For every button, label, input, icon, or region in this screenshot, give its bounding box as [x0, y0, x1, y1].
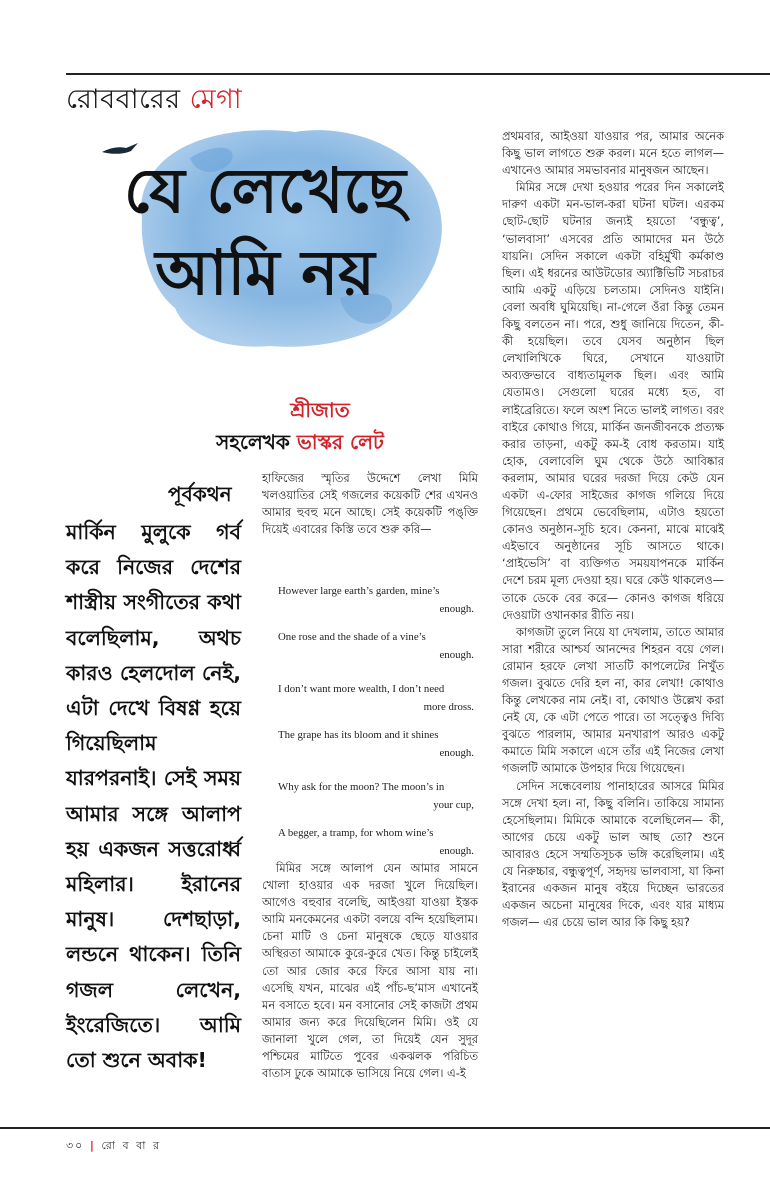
- coauthor-line: [150, 428, 450, 461]
- header-kicker: [66, 83, 242, 117]
- poem-block: [278, 582, 474, 860]
- poem-line: A begger, a tramp, for whom wine’s: [278, 827, 434, 839]
- poem-line-end: enough.: [439, 649, 474, 661]
- right-paragraph-3: কাগজটা তুলে নিয়ে যা দেখলাম, তাতে আমার সারা শরীরে আশ্চর্য আনন্দের শিহরন বয়ে গেল। রোমান হরফে লেখা সাতটি কাপলেটের নিখুঁত গজল। বুঝতে দেরি হল না, কার লেখা! কোথাও কিন্তু লেখকের নাম নেই। বা, কোথাও উল্লেখ করা নেই যে, কে এটা পেতে পারে। তা সত্ত্বেও দিব্যি বুঝতে পারলাম, আমার মনখারাপ আরও একটু কমাতে মিমি সকালে এসে তাঁর এই নিজের লেখা গজলটি আমাকে উপহার দিয়ে গিয়েছেন।: [502, 624, 724, 776]
- kicker-plain: রোববারের: [66, 84, 190, 115]
- magazine-name: রো ব বা র: [101, 1139, 162, 1152]
- middle-column: [262, 470, 478, 538]
- page-number: ৩০: [66, 1139, 85, 1152]
- article-title: [95, 150, 435, 314]
- right-column: [502, 128, 724, 931]
- top-rule: [66, 73, 770, 75]
- middle-intro: হাফিজের স্মৃতির উদ্দেশে লেখা মিমি খলওয়াতির সেই গজলের কয়েকটি শের এখনও আমার হুবহু মনে আছে। সেই কয়েকটি পঙ্‌ক্তি দিয়েই এবারের কিস্তি তবে শুরু করি—: [262, 471, 478, 537]
- poem-line: The grape has its bloom and it shines: [278, 729, 439, 741]
- middle-body: [262, 860, 478, 1082]
- coauthor-name: ভাস্কর লেট: [296, 430, 384, 454]
- coauthor-label: সহলেখক: [216, 430, 297, 454]
- poem-line-end: enough.: [439, 747, 474, 759]
- poem-line-end: enough.: [439, 845, 474, 857]
- right-paragraph-2: মিমির সঙ্গে দেখা হওয়ার পরের দিন সকালেই দারুণ একটা মন-ভাল-করা ঘটনা ঘটল। এরকম ছোট-ছোট ঘটনার জন্যই হয়তো ‘বন্ধুত্ব’, ‘ভালবাসা’ এসবের প্রতি আমাদের মন উঠে যায়নি। সেদিন সকালে একটা বহির্মুখী কর্মকাণ্ড ছিল। এই ধরনের আউটডোর অ্যাক্টিভিটি সচরাচর আমি একটু এড়িয়ে চলতাম। সেদিনও যাইনি। বেলা অবধি ঘুমিয়েছি। না-গেলে ওঁরা কিন্তু তেমন কিছু বলতেন না। পরে, শুধু জানিয়ে দিতেন, কী-কী হয়েছিল। তবে যেসব অনুষ্ঠান ছিল লেখালিখিকে ঘিরে, সেখানে যাওয়াটা অব্যক্তভাবে বাধ্যতামূলক ছিল। এবং আমি যেতামও। সেগুলো ঘরের মধ্যে হত, বা লাইব্রেরিতে। ফলে অংশ নিতে ভালই লাগত। বরং বাইরে কোথাও গিয়ে, মার্কিন জনজীবনকে প্রত্যক্ষ করার তাড়না, একটু কম-ই বোধ করতাম। যাই হোক, বেলাবেলি ঘুম থেকে উঠে আবিষ্কার করলাম, আমার ঘরের দরজা দিয়ে কেউ যেন একটা এ-ফোর সাইজের কাগজ গলিয়ে দিয়ে গিয়েছেন। প্রথমে ভেবেছিলাম, এটাও হয়তো কোনও অনুষ্ঠান-সূচি হবে। কেননা, মাঝে মাঝেই এইভাবে অনুষ্ঠানের সূচি আসতে থাকে। ‘প্রাইভেসি’ বা ব্যক্তিগত সময়যাপনকে মার্কিন দেশে চরম মূল্য দেওয়া হয়। ঘরে কেউ থাকলেও— তাকে ডেকে বের করে— কোনও কাগজ ধরিয়ে দেওয়াটা ওখানকার রীতি নয়।: [502, 180, 724, 622]
- page-footer: [66, 1137, 161, 1156]
- bottom-rule: [0, 1127, 770, 1129]
- poem-line-end: enough.: [439, 603, 474, 615]
- poem-line-end: your cup,: [433, 799, 474, 811]
- poem-line-end: more dross.: [423, 701, 474, 713]
- kicker-red: মেগা: [189, 84, 243, 115]
- middle-body-paragraph: মিমির সঙ্গে আলাপ যেন আমার সামনে খোলা হাওয়ার এক দরজা খুলে দিয়েছিল। আগেও বহুবার বলেছি, আইওয়া যাওয়া ইস্তক আমি মনকেমনের একটা বলয়ে বন্দি হয়েছিলাম। চেনা মাটি ও চেনা মানুষকে ছেড়ে যাওয়ার অস্থিরতা আমাকে কুরে-কুরে খেত। কিন্তু চাইলেই তো আর জোর করে ফিরে আসা যায় না। এসেছি যখন, মাঝের এই পাঁচ-ছ’মাস এখানেই মন বসাতে হবে। মন বসানোর সেই কাজটা প্রথম আমার জন্য করে দিয়েছিলেন মিমি। ওই যে জানালা খুলে গেল, তা দিয়েই যেন সুদূর পশ্চিমের মাটিতে পুবের একঝলক পরিচিত বাতাস ঢুকে আমাকে ভাসিয়ে নিয়ে গেল। এ-ই: [262, 861, 478, 1081]
- title-line-2: আমি নয়: [155, 236, 375, 309]
- right-paragraph-1: প্রথমবার, আইওয়া যাওয়ার পর, আমার অনেক কিছু ভাল লাগতে শুরু করল। মনে হতে লাগল— এখানেও আমার সমভাবনার মানুষজন আছেন।: [502, 129, 724, 178]
- author-name: শ্রীজাত: [290, 398, 350, 422]
- poem-line: One rose and the shade of a vine’s: [278, 631, 426, 643]
- pullquote: মার্কিন মুলুকে গর্ব করে নিজের দেশের শাস্ত্রীয় সংগীতের কথা বলেছিলাম, অথচ কারও হেলদোল নেই, এটা দেখে বিষণ্ণ হয়ে গিয়েছিলাম যারপরনাই। সেই সময় আমার সঙ্গে আলাপ হয় একজন সত্তরোর্ধ্ব মহিলার। ইরানের মানুষ। দেশছাড়া, লন্ডনে থাকেন। তিনি গজল লেখেন, ইংরেজিতে। আমি তো শুনে অবাক!: [66, 520, 241, 1073]
- poem-line: However large earth’s garden, mine’s: [278, 585, 440, 597]
- title-line-1: যে লেখেছে: [124, 154, 406, 227]
- footer-separator: |: [89, 1139, 96, 1152]
- poem-line: I don’t want more wealth, I don’t need: [278, 683, 445, 695]
- section-heading: পূর্বকথন: [168, 482, 232, 506]
- right-paragraph-4: সেদিন সন্ধেবেলায় পানাহারের আসরে মিমির সঙ্গে দেখা হল। না, কিছু বলিনি। তাকিয়ে সামান্য হেসেছিলাম। মিমিকে আমাকে বলেছিলেন— কী, আগের চেয়ে একটু ভাল আছ তো? শুনে আবারও হেসে সম্মতিসূচক ভঙ্গি করেছিলাম। এই যে নিরুচ্চার, বন্ধুত্বপূর্ণ, সহৃদয় ভালবাসা, যা কিনা ইরানের একজন মানুষ বইয়ে দিচ্ছেন ভারতের একজন অচেনা মানুষের দিকে, এবং যার মাধ্যম গজল— এর চেয়ে ভাল আর কি কিছু হয়?: [502, 778, 724, 930]
- poem-line: Why ask for the moon? The moon’s in: [278, 781, 445, 793]
